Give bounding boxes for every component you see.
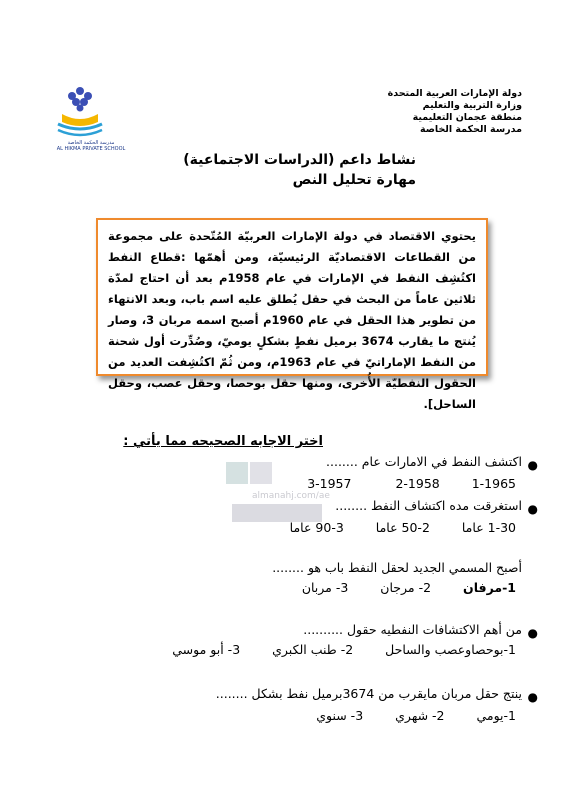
school-header xyxy=(388,88,522,136)
option[interactable]: 3- مربان xyxy=(301,580,349,595)
option[interactable]: 3- سنوي xyxy=(316,708,364,723)
question-4-options xyxy=(144,642,516,657)
header-line: دولة الإمارات العربية المتحدة xyxy=(387,88,522,99)
question-3: أصبح المسمي الجديد لحقل النفط باب هو ........ xyxy=(272,560,522,575)
passage-text: يحتوي الاقتصاد في دولة الإمارات العربيّة المُتّحدة على مجموعة من القطاعات الاقتصاديّة الرئيسيّة، ومن أهمّها :قطاع النفط اكتُشِف النفط في الإمارات في عام 1958م بعد أن احتاج لمدّة ثلاثين عاماً من البحث في حقل يُطلق عليه اسم باب، وبعد الانتهاء من تطوير هذا الحقل في عام 1960م أصبح اسمه مربان 3، وصار يُنتج ما يقارب 3674 برميل نفطٍ بشكلٍ يوميّ، وصُدِّرت أول شحنة من النفط الإماراتيّ في عام 1963م، ومن ثُمّ اكتُشِفت العديد من الحقول النفطيّة الأُخرى، ومنها حقل بوحصا، وحقل عصب، وحقل الساحل]. xyxy=(108,229,477,411)
school-logo xyxy=(44,82,136,142)
question-1-options xyxy=(279,476,516,491)
bullet-icon: ● xyxy=(527,690,538,704)
header-line: مدرسة الحكمة الخاصة xyxy=(419,124,522,135)
question-5-options xyxy=(288,708,516,723)
question-3-options xyxy=(274,580,516,595)
option[interactable]: 3-1957 xyxy=(307,476,352,491)
option[interactable]: 1-مرفان xyxy=(463,580,516,595)
instruction: اختر الاجابه الصحيحه مما يأتي : xyxy=(123,434,323,449)
question-1: اكتشف النفط في الامارات عام ........ xyxy=(326,454,522,469)
header-line: منطقة عجمان التعليمية xyxy=(412,112,522,123)
question-4: من أهم الاكتشافات النفطيه حقول .......... xyxy=(303,622,522,637)
option[interactable]: 3- أبو موسي xyxy=(172,642,241,657)
option[interactable]: 1-1965 xyxy=(471,476,516,491)
question-2-options xyxy=(262,520,516,535)
logo-text-ar: مدرسة الحكمة الخاصة xyxy=(67,140,115,146)
option[interactable]: 2-1958 xyxy=(395,476,440,491)
option[interactable]: 2-50 عاما xyxy=(375,520,430,535)
option[interactable]: 1-بوحصاوعصب والساحل xyxy=(385,642,516,657)
bullet-icon: ● xyxy=(527,502,538,516)
page-title: نشاط داعم (الدراسات الاجتماعية) xyxy=(183,152,416,168)
option[interactable]: 2- شهري xyxy=(395,708,445,723)
watermark-text: almanahj.com/ae xyxy=(252,491,330,501)
logo-text xyxy=(46,140,136,152)
question-2: استغرقت مده اكتشاف النفط ........ xyxy=(335,498,522,513)
bullet-icon: ● xyxy=(527,626,538,640)
bullet-icon: ● xyxy=(527,458,538,472)
logo-text-en: AL HIKMA PRIVATE SCHOOL xyxy=(56,146,126,152)
option[interactable]: 2- مرجان xyxy=(380,580,432,595)
passage-box xyxy=(96,218,488,411)
question-5: ينتج حقل مربان مايقرب من 3674برميل نفط بشكل ........ xyxy=(215,686,522,701)
watermark xyxy=(222,458,332,528)
option[interactable]: 1-30 عاما xyxy=(461,520,516,535)
option[interactable]: 2- طنب الكبري xyxy=(272,642,354,657)
option[interactable]: 3-90 عاما xyxy=(289,520,344,535)
header-line: وزارة التربية والتعليم xyxy=(422,100,522,111)
page-subtitle: مهارة تحليل النص xyxy=(292,172,416,188)
option[interactable]: 1-يومي xyxy=(476,708,516,723)
